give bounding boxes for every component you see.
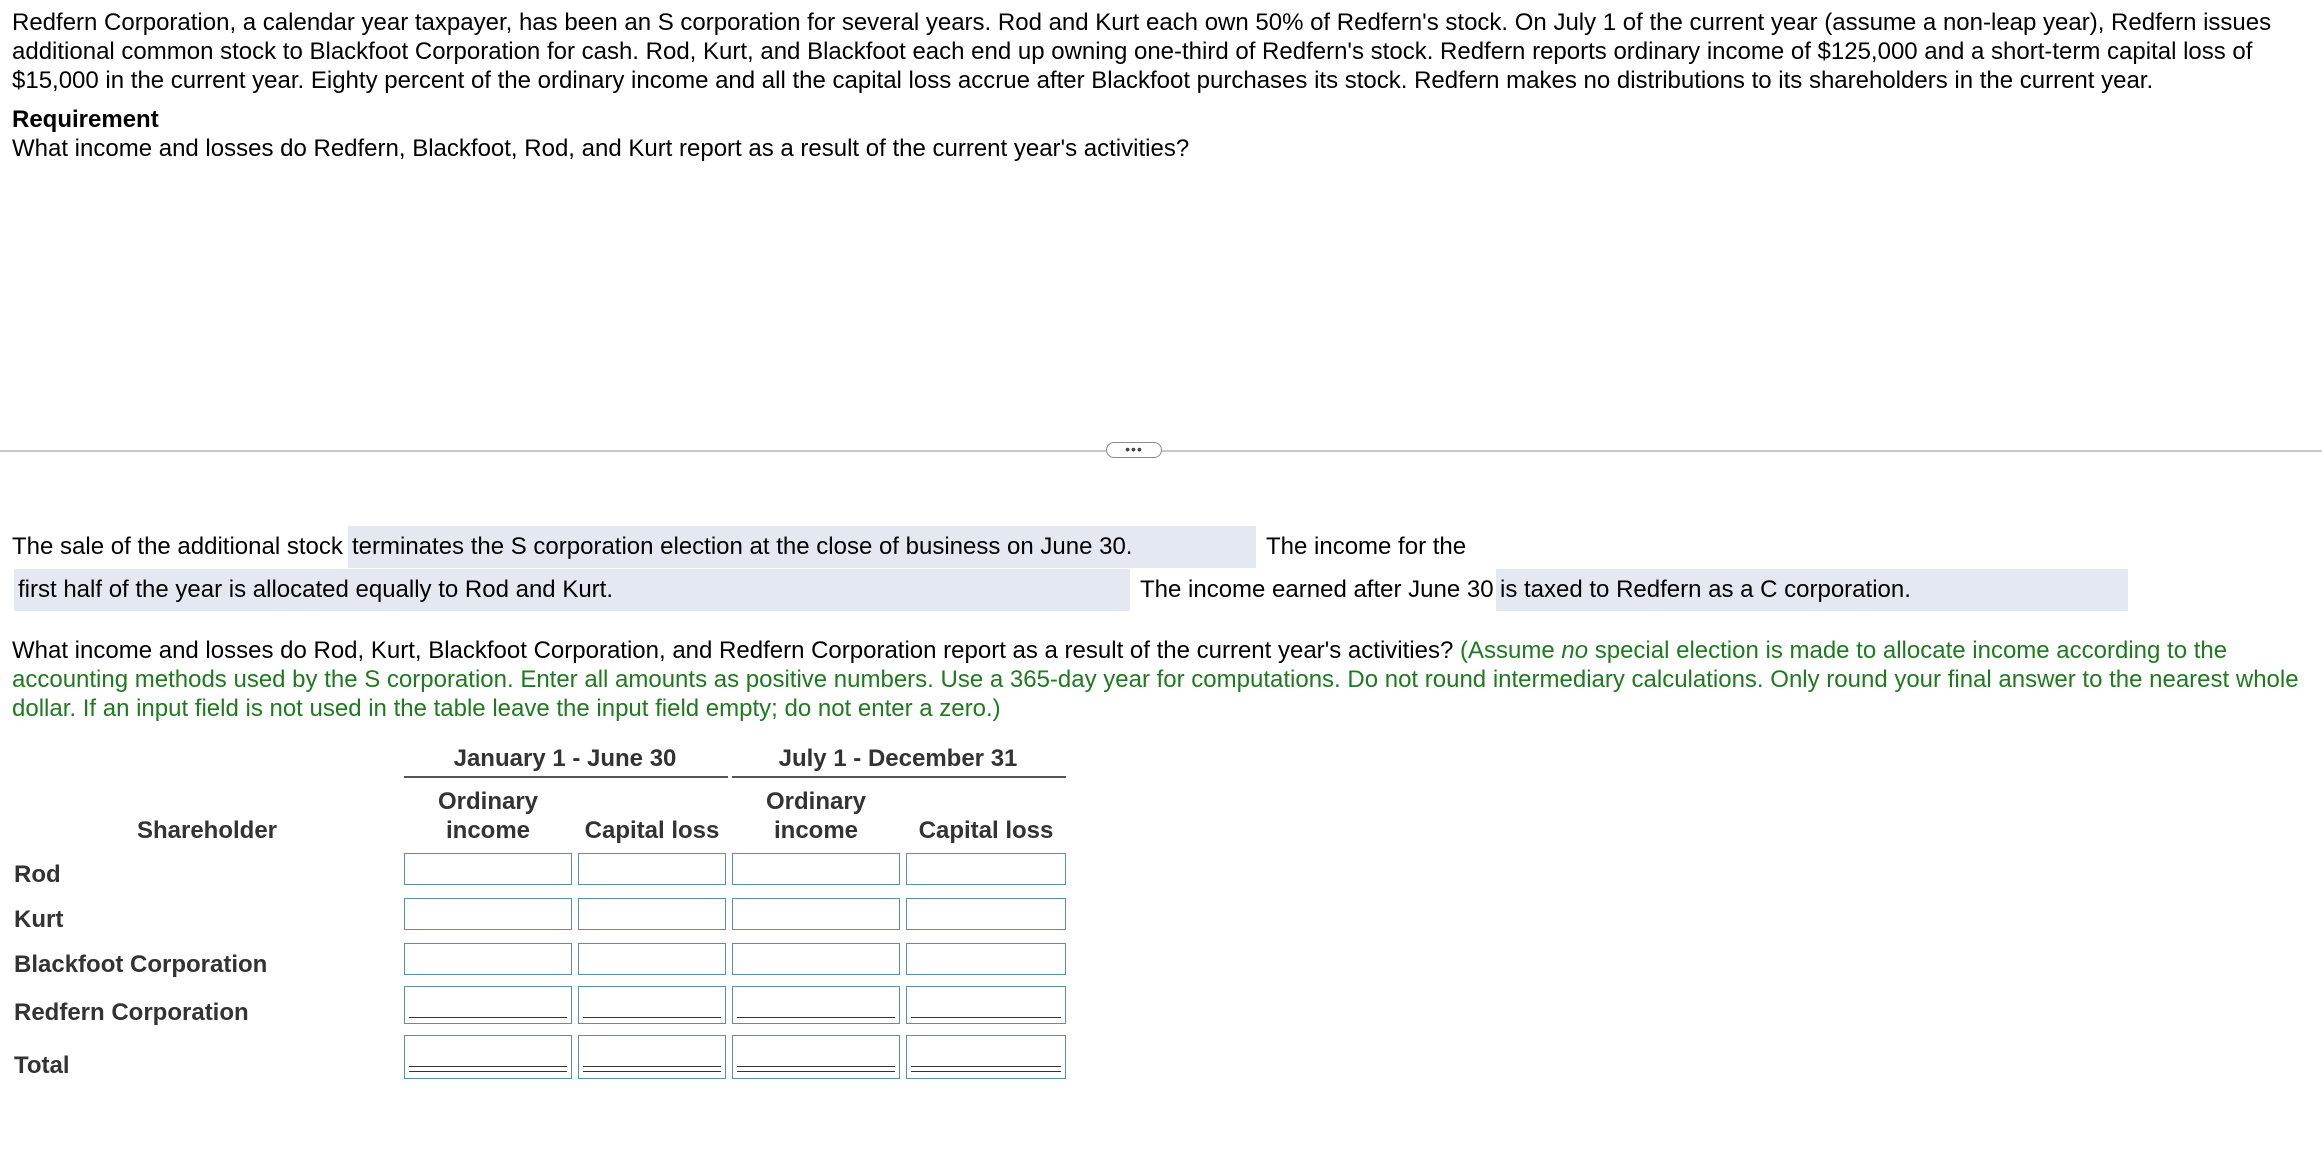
answer-mid-1: The income for the <box>1266 533 1467 560</box>
column-header-shareholder: Shareholder <box>136 817 278 844</box>
answer-mid-2: The income earned after June 30 <box>1140 576 1494 603</box>
input-redfern-ordinary-h2[interactable] <box>732 986 900 1024</box>
input-total-ordinary-h2[interactable] <box>732 1035 900 1079</box>
instr-pre: (Assume <box>1459 637 1562 664</box>
dropdown-first-half-allocation[interactable]: first half of the year is allocated equally to Rod and Kurt. <box>14 569 1130 611</box>
input-redfern-ordinary-h1[interactable] <box>404 986 572 1024</box>
input-rod-capital-h2[interactable] <box>906 853 1066 885</box>
expand-more-button[interactable]: ••• <box>1106 442 1162 458</box>
input-kurt-ordinary-h1[interactable] <box>404 898 572 930</box>
requirement-text: What income and losses do Redfern, Blackfoot, Rod, and Kurt report as a result of the current year's activities? <box>12 135 1190 162</box>
question-text <box>12 636 2312 723</box>
period-header-second-half: July 1 - December 31 <box>778 745 1018 772</box>
input-kurt-ordinary-h2[interactable] <box>732 898 900 930</box>
input-blackfoot-ordinary-h1[interactable] <box>404 943 572 975</box>
input-blackfoot-capital-h2[interactable] <box>906 943 1066 975</box>
period-header-first-half: January 1 - June 30 <box>453 745 677 772</box>
row-label-kurt: Kurt <box>14 906 64 933</box>
question-main: What income and losses do Rod, Kurt, Blackfoot Corporation, and Redfern Corporation report as a result of the current year's activities? <box>12 637 1454 664</box>
input-total-capital-h1[interactable] <box>578 1035 726 1079</box>
input-rod-ordinary-h1[interactable] <box>404 853 572 885</box>
input-redfern-capital-h1[interactable] <box>578 986 726 1024</box>
ord-line1: Ordinary <box>765 788 867 815</box>
input-redfern-capital-h2[interactable] <box>906 986 1066 1024</box>
requirement-title: Requirement <box>12 106 159 133</box>
row-label-rod: Rod <box>14 861 61 888</box>
dropdown-second-half-treatment[interactable]: is taxed to Redfern as a C corporation. <box>1496 569 2128 611</box>
ord-line2: income <box>773 817 859 844</box>
input-kurt-capital-h1[interactable] <box>578 898 726 930</box>
ord-line2: income <box>445 817 531 844</box>
instr-italic: no <box>1561 637 1589 664</box>
row-label-blackfoot: Blackfoot Corporation <box>14 951 268 978</box>
period-rule-first-half <box>404 776 728 778</box>
problem-statement: Redfern Corporation, a calendar year taxpayer, has been an S corporation for several years. Rod and Kurt each own 50% of Redfern's stock. On July 1 of the current year (assume a non-leap year), Redfern issues additional common stock to Blackfoot Corporation for cash. Rod, Kurt, and Blackfoot each end up owning one-third of Redfern's stock. Redfern reports ordinary income of $125,000 and a short-term capital loss of $15,000 in the current year. Eighty percent of the ordinary income and all the capital loss accrue after Blackfoot purchases its stock. Redfern makes no distributions to its shareholders in the current year. <box>12 9 2272 94</box>
column-header-ordinary-income-1 <box>404 787 572 845</box>
instr-post: special election is made to allocate income according to the accounting methods used by the S corporation. Enter all amounts as positive numbers. Use a 365-day year for computations. Do not round intermediary calculations. Only round your final answer to the nearest whole dollar. If an input field is not used in the table leave the input field empty; do not enter a zero.) <box>12 637 2299 722</box>
row-label-redfern: Redfern Corporation <box>14 999 249 1026</box>
period-rule-second-half <box>732 776 1066 778</box>
column-header-ordinary-income-2 <box>732 787 900 845</box>
input-rod-capital-h1[interactable] <box>578 853 726 885</box>
ord-line1: Ordinary <box>437 788 539 815</box>
input-rod-ordinary-h2[interactable] <box>732 853 900 885</box>
input-total-capital-h2[interactable] <box>906 1035 1066 1079</box>
answer-prefix-1: The sale of the additional stock <box>12 533 343 560</box>
dropdown-election-status[interactable]: terminates the S corporation election at the close of business on June 30. <box>348 526 1256 568</box>
input-total-ordinary-h1[interactable] <box>404 1035 572 1079</box>
input-blackfoot-ordinary-h2[interactable] <box>732 943 900 975</box>
input-blackfoot-capital-h1[interactable] <box>578 943 726 975</box>
column-header-capital-loss-2: Capital loss <box>918 817 1054 844</box>
input-kurt-capital-h2[interactable] <box>906 898 1066 930</box>
row-label-total: Total <box>14 1052 70 1079</box>
column-header-capital-loss-1: Capital loss <box>584 817 720 844</box>
